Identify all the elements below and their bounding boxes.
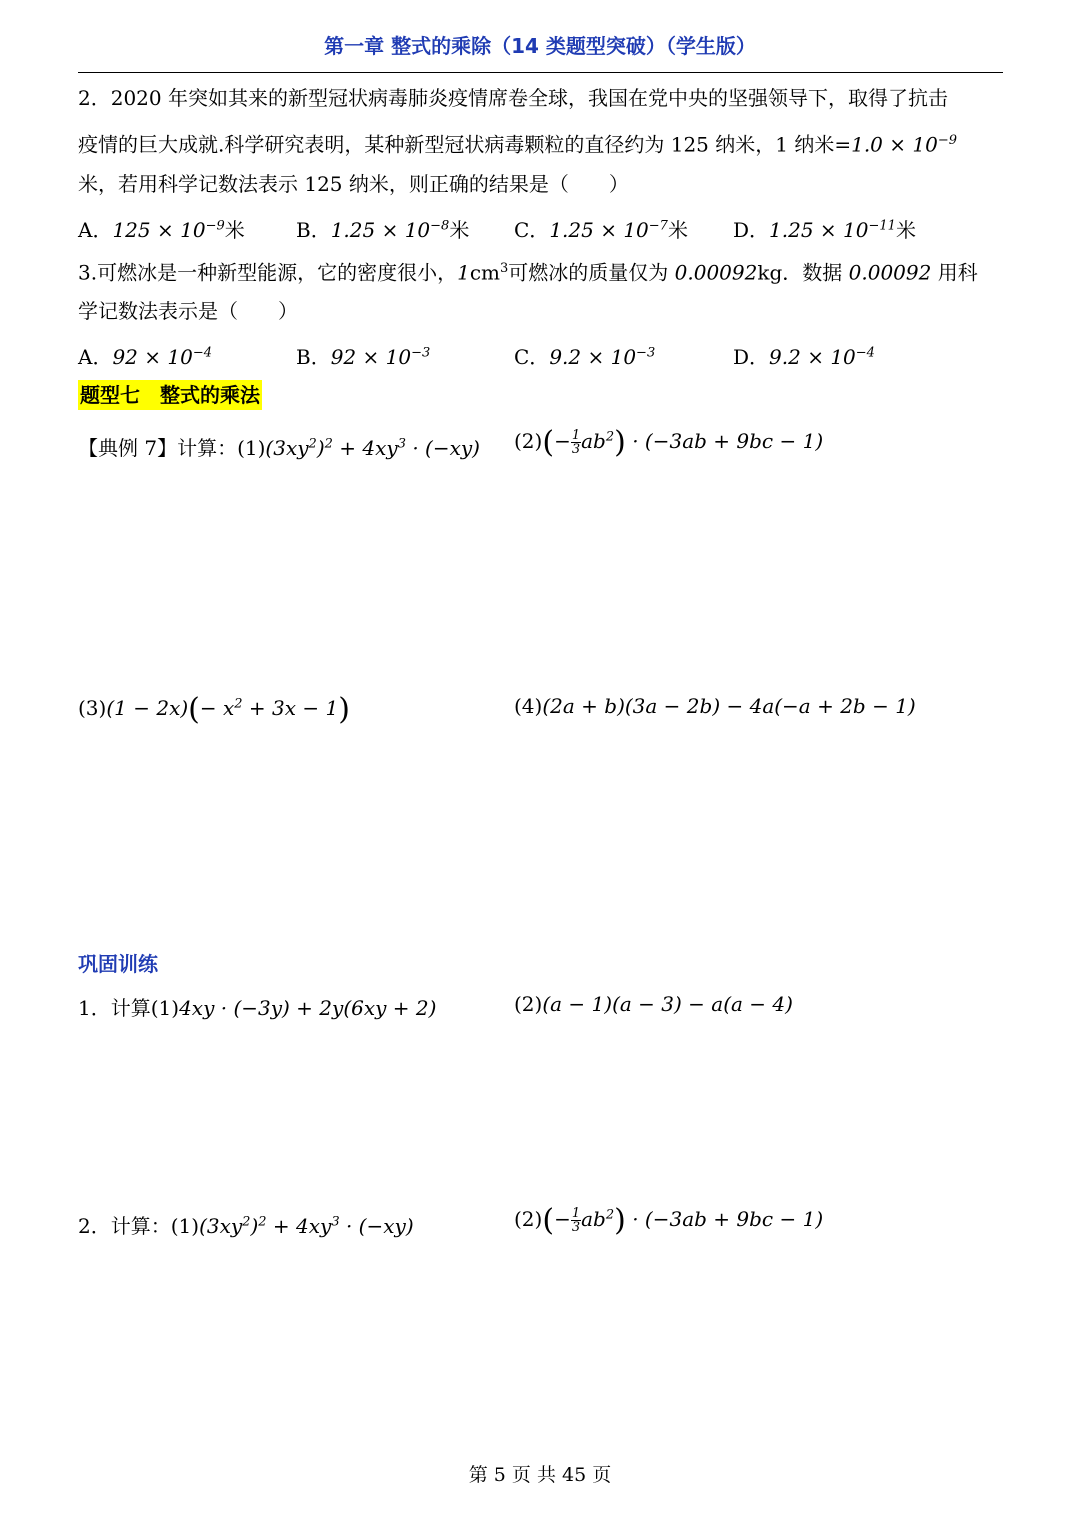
option-exp: −3 [636,345,656,361]
option-label: D． [733,218,770,242]
option-label: B． [296,345,331,369]
page-header-title: 第一章 整式的乘除（14 类题型突破）（学生版） [324,34,756,58]
practice-q1-part-2 [514,992,793,1016]
q2-option-b [296,214,469,243]
example-7-part-2: (2)(− $\frac{1}{3}$ $ab^2) \cdot (-3ab + 9bc - 1)$ [514,425,824,460]
option-math: 9.2 × 10 [549,345,637,369]
option-label: A． [78,345,113,369]
option-label: A． [78,218,113,242]
expr: · (−3ab + 9bc − 1) [625,429,824,453]
expr-exp: 2 [324,436,333,452]
option-unit: 米 [449,218,470,242]
option-exp: −4 [855,345,875,361]
q2-line-2-text: 疫情的巨大成就.科学研究表明，某种新型冠状病毒颗粒的直径约为 125 纳米，1 纳米= [78,132,852,157]
part-prefix: (4) [514,694,543,718]
option-exp: −4 [192,345,212,361]
part-prefix: (2) [514,1207,543,1231]
q2-line-3: 米，若用科学记数法表示 125 纳米，则正确的结果是（ ） [78,172,629,196]
expr: − x [199,696,235,720]
part-prefix: 2．计算：(1) [78,1214,200,1238]
q2-line-2-exp: −9 [937,133,957,148]
expr: (2a + b)(3a − 2b) − 4a(−a + 2b − 1) [542,694,916,718]
expr: ab [581,429,606,453]
option-exp: −3 [411,345,431,361]
option-unit: 米 [895,218,916,242]
part-prefix: 1．计算(1) [78,996,180,1020]
expr-exp: 3 [397,436,406,452]
q3-unit: kg [757,260,783,285]
fraction-numerator: 1 [571,428,581,443]
q3-text: ．数据 [782,260,849,285]
expr: 4xy · (−3y) + 2y(6xy + 2) [179,996,437,1020]
expr: (a − 1)(a − 3) − a(a − 4) [542,992,793,1016]
expr: + 4xy [266,1214,332,1238]
option-exp: −7 [648,218,668,234]
q3-math: 1 [457,260,470,285]
practice-q1-part-1 [78,992,436,1021]
q2-line-2-math: 1.0 × 10 [851,132,938,157]
fraction [571,1207,581,1234]
part-prefix: (2) [514,992,543,1016]
practice-q2-part-2: (2)(− $\frac{1}{3}$ $ab^2) \cdot (-3ab + 9bc - 1)$ [514,1203,824,1238]
expr: + 4xy [332,436,398,460]
expr: ab [581,1207,606,1231]
expr-exp: 2 [308,436,317,452]
expr-exp: 2 [242,1214,251,1230]
option-label: C． [514,218,550,242]
option-math: 125 × 10 [112,218,206,242]
fraction-numerator: 1 [571,1206,581,1221]
q3-line-1 [78,255,1003,287]
q3-math: 0.00092 [848,260,932,285]
option-math: 92 × 10 [112,345,193,369]
expr-exp: 2 [605,1207,615,1223]
option-unit: 米 [667,218,688,242]
practice-q2-part-1 [78,1210,414,1239]
expr: · (−xy) [339,1214,414,1238]
example-7-part-4 [514,694,916,718]
example-7-part-1 [78,432,480,461]
expr: (3xy [199,1214,243,1238]
expr-exp: 2 [605,429,615,445]
q3-unit: cm [469,260,500,285]
example-prefix: 【典例 7】计算：(1) [78,436,266,460]
header-divider [78,72,1003,73]
option-exp: −9 [205,218,225,234]
q3-unit-exp: 3 [500,261,509,276]
example-7-part-3: $(3)(1 - 2x)(- x^2 + 3x - 1)$ [78,692,350,727]
q3-option-c [514,341,655,370]
expr: ) [316,436,325,460]
q3-text: 可燃冰的质量仅为 [508,260,675,285]
expr: + 3x − 1 [242,696,339,720]
expr-exp: 2 [234,696,243,712]
expr-exp: 2 [258,1214,267,1230]
q3-text: 3.可燃冰是一种新型能源，它的密度很小， [78,260,458,285]
q2-line-2 [78,127,1003,159]
q2-option-c [514,214,688,243]
practice-heading: 巩固训练 [78,952,158,976]
fraction-denominator: 3 [571,1220,581,1235]
q2-option-a [78,214,245,243]
q3-option-d [733,341,875,370]
part-prefix: (2) [514,429,543,453]
q3-text: 用科 [931,260,978,285]
part-prefix: (3) [78,696,107,720]
q3-math: 0.00092 [674,260,758,285]
option-unit: 米 [224,218,245,242]
page-number: 第 5 页 共 45 页 [468,1464,612,1486]
expr: · (−xy) [405,436,480,460]
option-math: 1.25 × 10 [330,218,431,242]
expr-exp: 3 [331,1214,340,1230]
q3-option-a [78,341,212,370]
expr: (3xy [265,436,309,460]
option-math: 92 × 10 [330,345,412,369]
option-label: B． [296,218,331,242]
q2-line-1: 2．2020 年突如其来的新型冠状病毒肺炎疫情席卷全球，我国在党中央的坚强领导下，取得了抗击 [78,86,948,110]
fraction-denominator: 3 [571,442,581,457]
option-label: C． [514,345,550,369]
expr: ) [250,1214,259,1238]
option-math: 9.2 × 10 [769,345,856,369]
option-math: 1.25 × 10 [549,218,649,242]
q3-option-b [296,341,430,370]
q3-line-2: 学记数法表示是（ ） [78,299,298,323]
section-heading-type-7: 题型七 整式的乘法 [78,380,262,410]
expr: (1 − 2x) [106,696,189,720]
option-label: D． [733,345,770,369]
expr: · (−3ab + 9bc − 1) [625,1207,824,1231]
fraction [571,429,581,456]
q2-option-d [733,214,916,243]
option-exp: −11 [868,218,896,234]
option-math: 1.25 × 10 [769,218,869,242]
option-exp: −8 [430,218,450,234]
